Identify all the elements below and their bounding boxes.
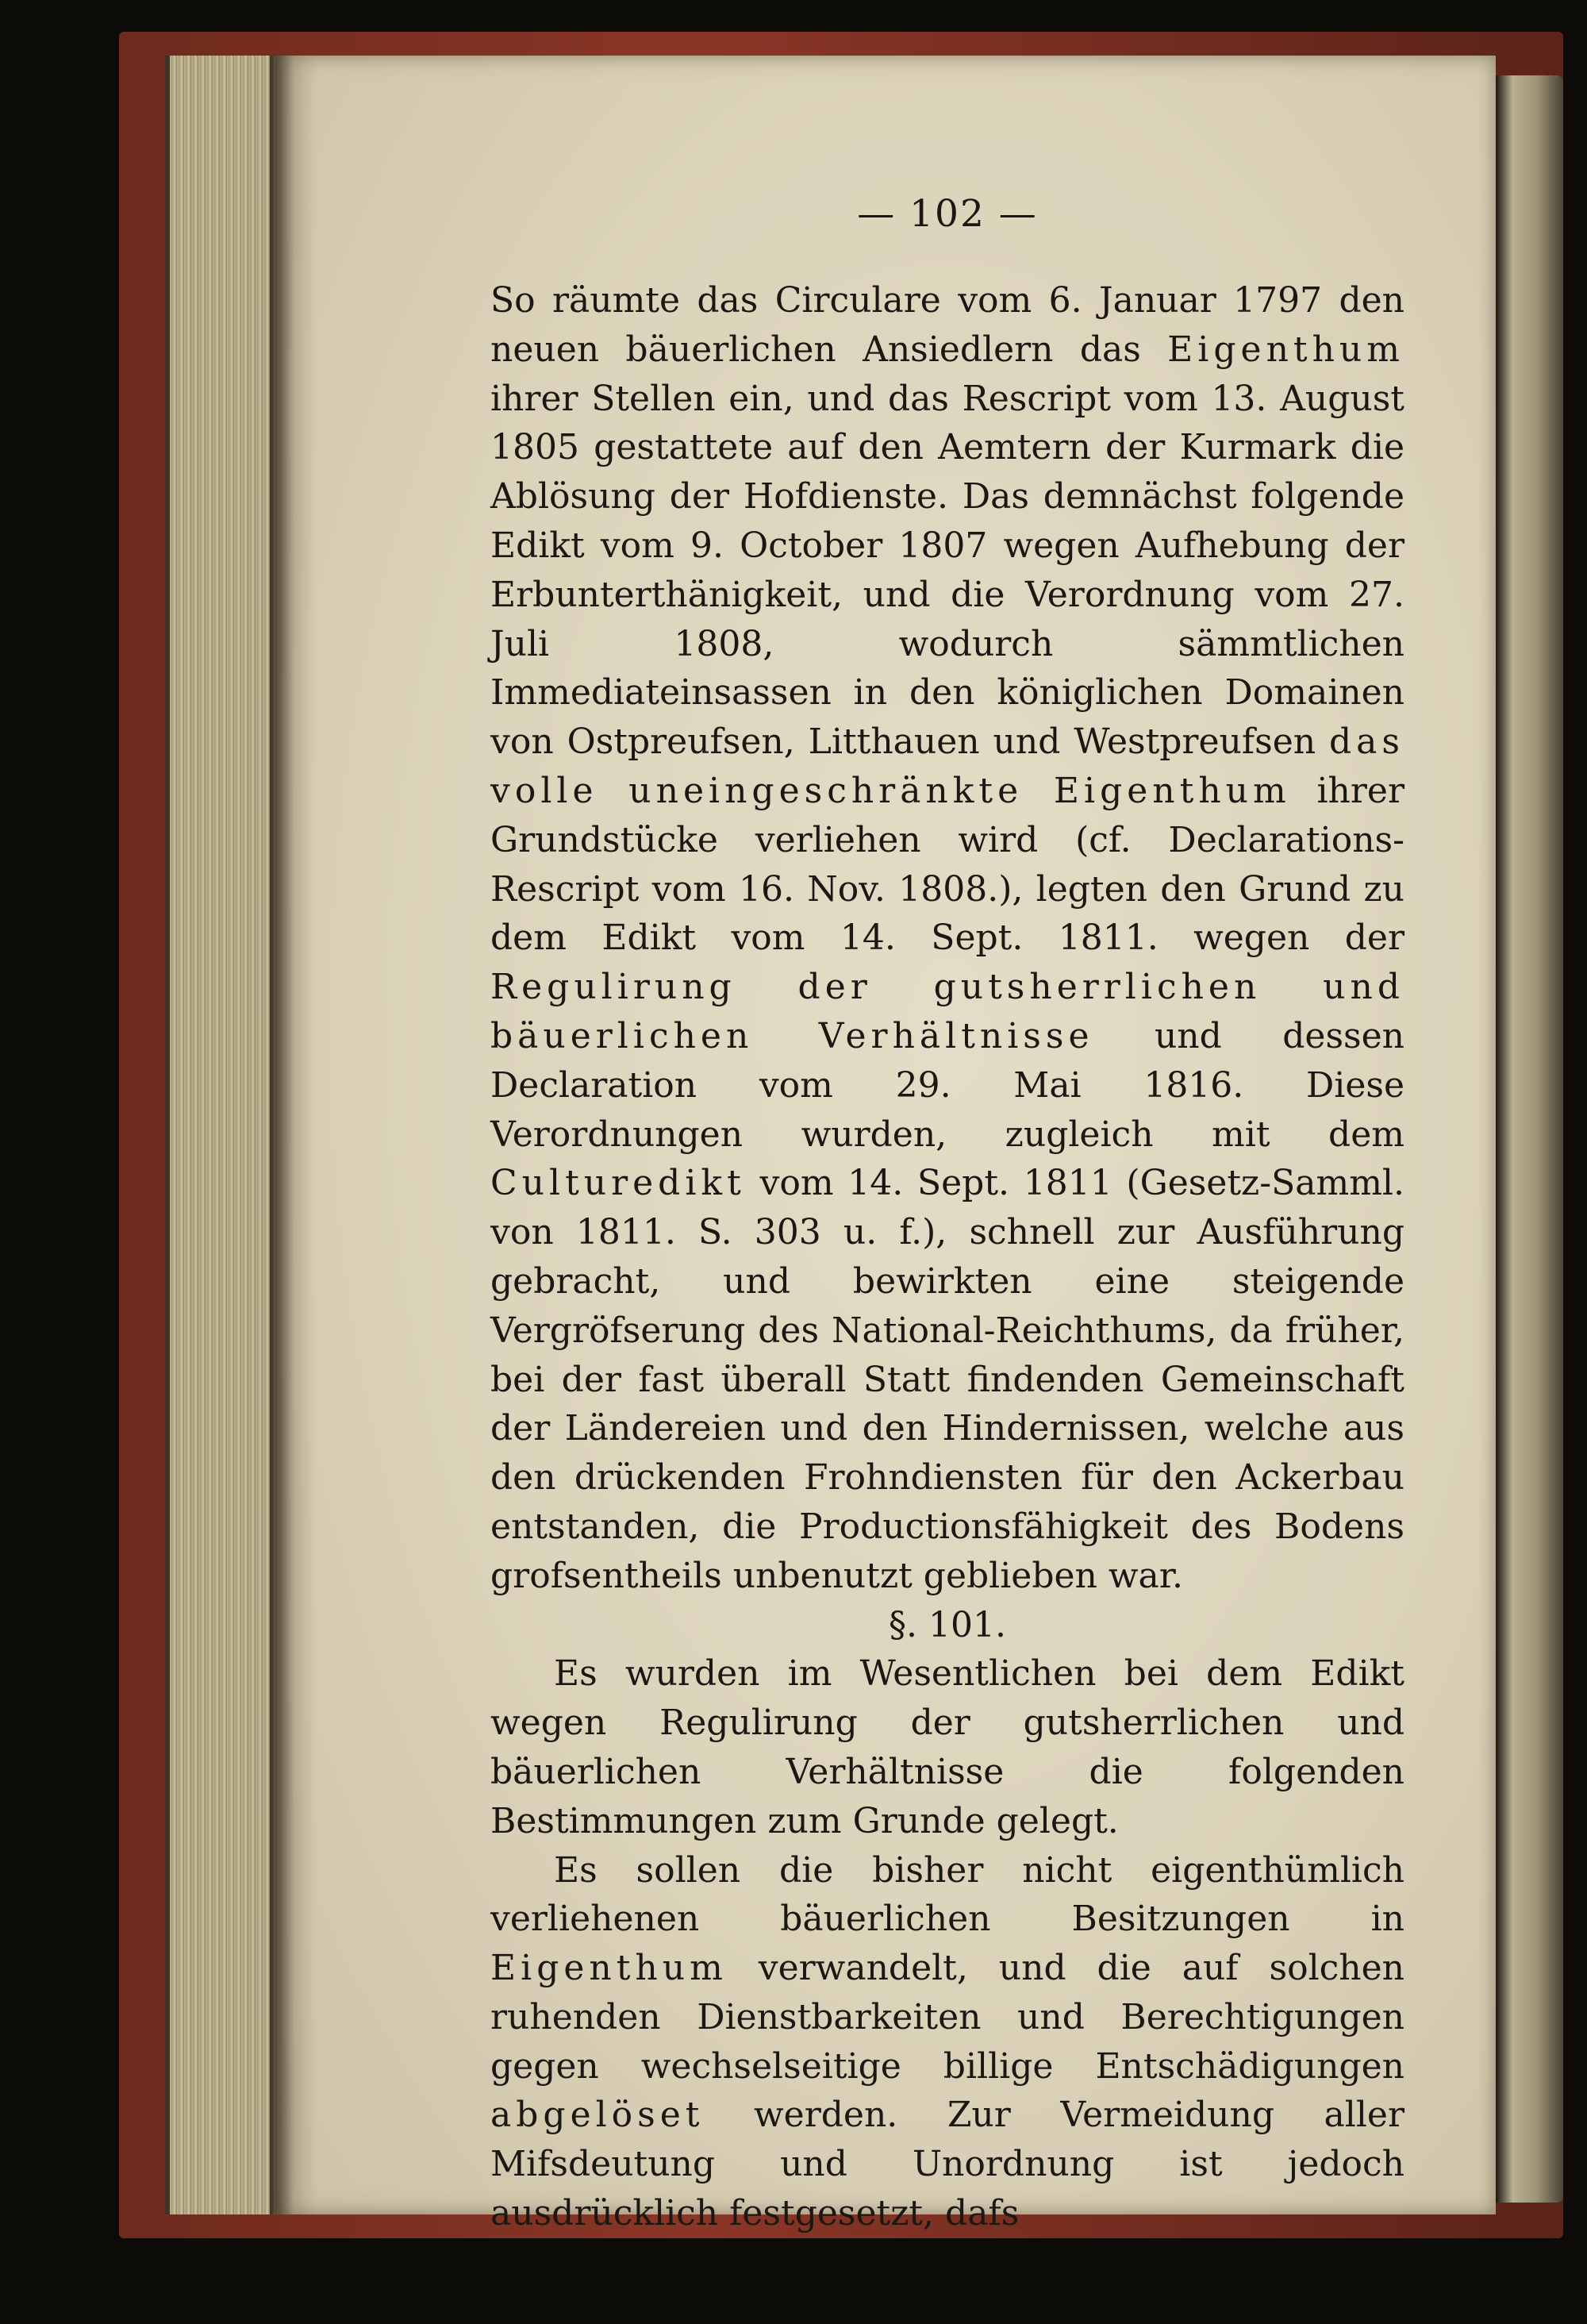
para1-emph-volle: das volle uneingeschränkte Eigenthum [490,721,1404,811]
para1-text-1: So räumte das Circulare vom 6. Januar 1797 den neuen bäuerlichen Ansiedlern das [490,280,1404,370]
next-page-edge [1496,75,1563,2203]
para3-emph-abgeloset: abgelöset [490,2095,705,2136]
para1-emph-eigenthum: Eigenthum [1167,329,1404,370]
paragraph-2: Es wurden im Wesentlichen bei dem Edikt wegen Regulirung der gutsherrlichen und bäuerlichen Verhältnisse die folgenden Bestimmungen zum Grunde gelegt. [490,1653,1404,1841]
para3-text-2: verwandelt, und die auf solchen ruhenden Dienstbarkeiten und Berechtigungen gegen wechselseitige billige Entschädigungen [490,1948,1404,2087]
page-text [490,190,1404,2238]
page-number: — 102 — [857,192,1038,236]
gutter-shadow [270,56,317,2214]
section-heading: §. 101. [889,1604,1006,1645]
paragraph-1 [490,276,1404,1601]
para1-text-5: vom 14. Sept. 1811 (Gesetz-Samml. von 1811. S. 303 u. f.), schnell zur Ausführung gebracht, und bewirkten eine steigende Vergröfserung des National-Reichthums, da früher, bei der fast überall Statt findenden Gemeinschaft der Ländereien und den Hindernissen, welche aus den drückenden Frohndiensten für den Ackerbau entstanden, die Productionsfähigkeit des Bodens grofsentheils unbenutzt geblieben war. [490,1163,1404,1596]
para1-emph-culturedikt: Culturedikt [490,1163,746,1204]
para3-text-3: werden. Zur Vermeidung aller Mifsdeutung und Unordnung ist jedoch ausdrücklich festgesetzt, dafs [490,2095,1404,2234]
para1-text-4: und dessen Declaration vom 29. Mai 1816. Diese Verordnungen wurden, zugleich mit dem [490,1015,1404,1155]
para3-emph-eigenthum: Eigenthum [490,1948,728,1989]
para1-emph-regulirung: Regulirung der gutsherrlichen und bäuerlichen Verhältnisse [490,967,1404,1056]
paragraph-3 [490,1846,1404,2238]
para1-text-3: ihrer Grundstücke verliehen wird (cf. Declarations-Rescript vom 16. Nov. 1808.), legten den Grund zu dem Edikt vom 14. Sept. 1811. wegen der [490,770,1404,959]
para1-text-2: ihrer Stellen ein, und das Rescript vom 13. August 1805 gestattete auf den Aemtern der Kurmark die Ablösung der Hofdienste. Das demnächst folgende Edikt vom 9. October 1807 wegen Aufhebung der Erbunterthänigkeit, und die Verordnung vom 27. Juli 1808, wodurch sämmtlichen Immediateinsassen in den königlichen Domainen von Ostpreufsen, Litthauen und Westpreufsen [490,378,1404,763]
para3-text-1: Es sollen die bisher nicht eigenthümlich verliehenen bäuerlichen Besitzungen in [490,1849,1404,1940]
